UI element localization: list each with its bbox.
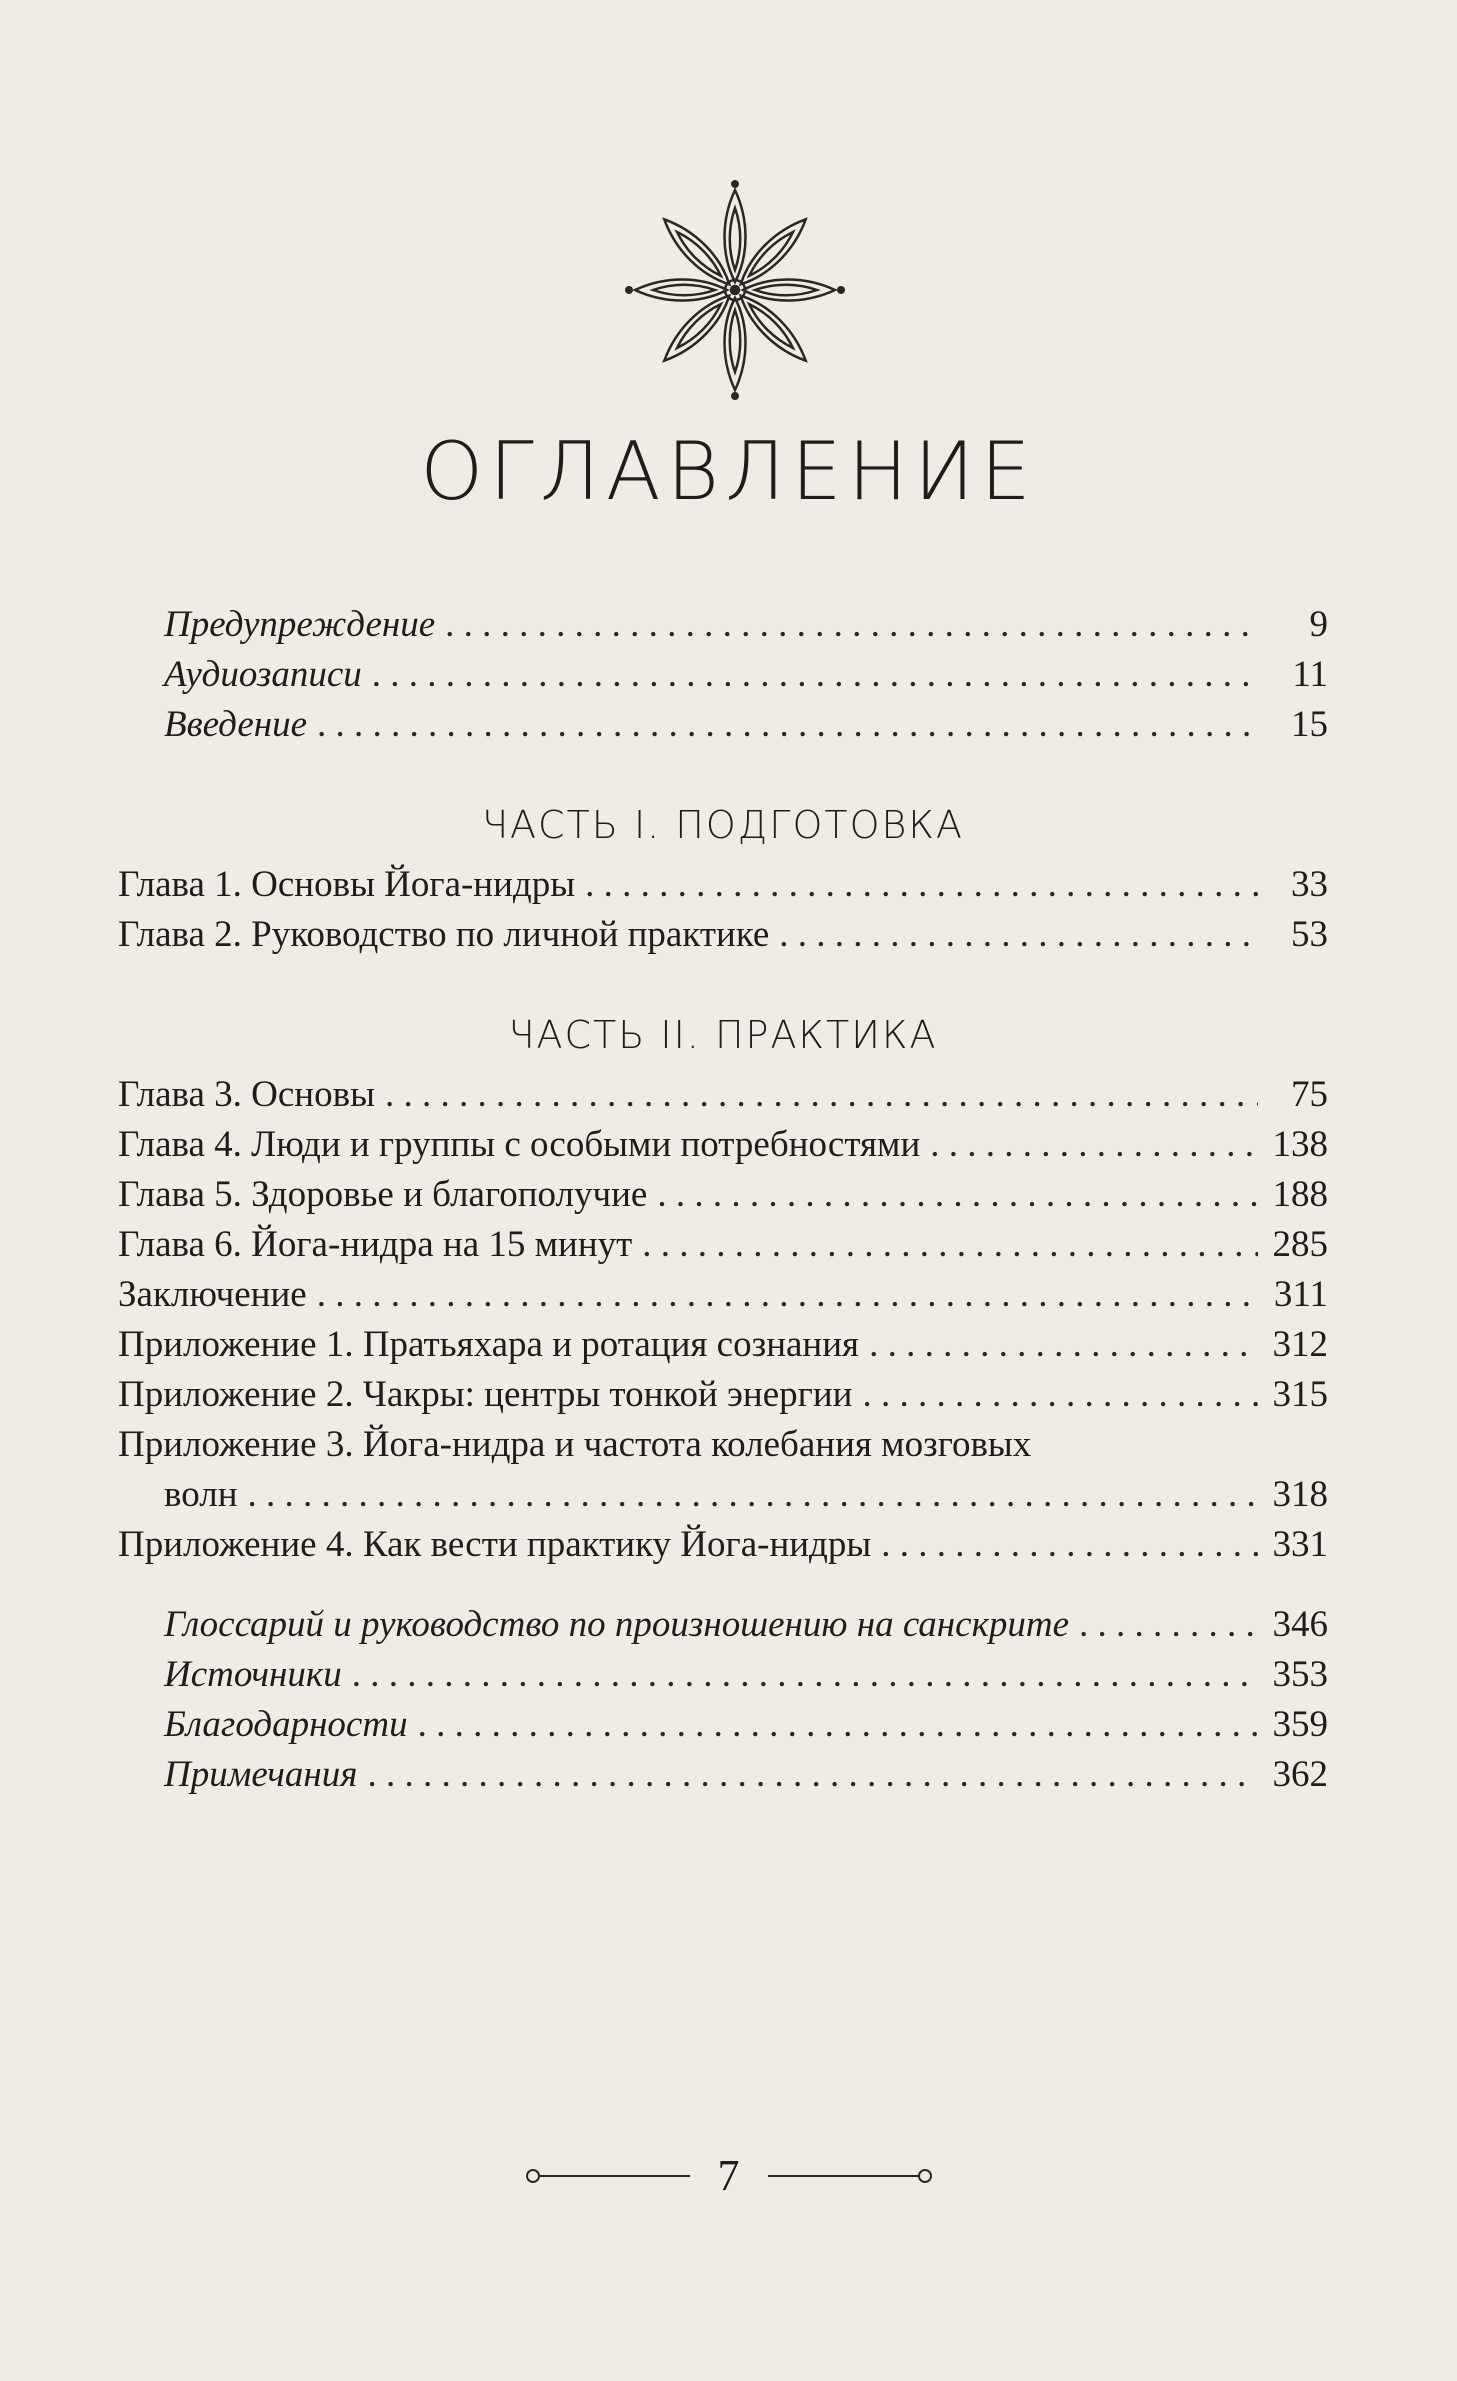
- toc-entry-page: 359: [1272, 1704, 1328, 1745]
- toc-entry-label: Источники: [164, 1654, 342, 1695]
- toc-entry-page: 312: [1272, 1324, 1328, 1365]
- toc-leader-dots: [779, 910, 1258, 960]
- toc-entry[interactable]: [118, 1750, 1328, 1800]
- toc-entry-page: 138: [1272, 1124, 1328, 1165]
- toc-entry-page: 311: [1273, 1274, 1328, 1315]
- toc-leader-dots: [930, 1120, 1258, 1170]
- toc-entry-label: Аудиозаписи: [164, 654, 362, 695]
- page-footer: [0, 2150, 1457, 2201]
- toc-entry-label: Глава 5. Здоровье и благополучие: [118, 1174, 648, 1215]
- toc-entry[interactable]: [118, 1520, 1328, 1570]
- toc-entry[interactable]: [118, 1220, 1328, 1270]
- toc-leader-dots: [1079, 1600, 1258, 1650]
- toc-entry-label: Глоссарий и руководство по произношению на санскрите: [164, 1604, 1070, 1645]
- toc-entry-page: 11: [1292, 654, 1328, 695]
- toc-entry-page: 188: [1272, 1174, 1328, 1215]
- toc-leader-dots: [352, 1650, 1258, 1700]
- toc-entry[interactable]: [118, 1270, 1328, 1320]
- toc-entry-page: 33: [1291, 864, 1328, 905]
- toc-entry[interactable]: [118, 910, 1328, 960]
- toc-entry-page: 346: [1272, 1604, 1328, 1645]
- toc-entry-label: Глава 3. Основы: [118, 1074, 375, 1115]
- part-heading: ЧАСТЬ I. ПОДГОТОВКА: [482, 803, 964, 847]
- page-title: ОГЛАВЛЕНИЕ: [420, 425, 1037, 518]
- toc-entry[interactable]: [118, 1070, 1328, 1120]
- toc-entry-page: 353: [1272, 1654, 1328, 1695]
- footer-ornament-circle-icon: [526, 2169, 540, 2183]
- toc-entry-label: Глава 2. Руководство по личной практике: [118, 914, 770, 955]
- toc-entry-label: Предупреждение: [164, 604, 436, 645]
- toc-entry-page: 53: [1291, 914, 1328, 955]
- toc-leader-dots: [317, 1270, 1258, 1320]
- toc-entry-label: Заключение: [118, 1274, 307, 1315]
- toc-leader-dots: [881, 1520, 1258, 1570]
- footer-ornament-line: [768, 2175, 918, 2177]
- toc-leader-dots: [248, 1470, 1259, 1520]
- toc-entry[interactable]: [118, 1650, 1328, 1700]
- toc-leader-dots: [385, 1070, 1258, 1120]
- toc-entry[interactable]: [118, 650, 1328, 700]
- toc-leader-dots: [585, 860, 1258, 910]
- toc-entry[interactable]: [118, 700, 1328, 750]
- toc-entry-page: 9: [1309, 604, 1328, 645]
- toc-entry-label: Глава 6. Йога-нидра на 15 минут: [118, 1224, 633, 1265]
- toc-entry-label: Введение: [164, 704, 308, 745]
- footer-ornament-line: [540, 2175, 690, 2177]
- toc-entry-label: Приложение 4. Как вести практику Йога-нидры: [118, 1524, 872, 1565]
- toc-entry-page: 362: [1272, 1754, 1328, 1795]
- toc-entry[interactable]: [118, 1700, 1328, 1750]
- toc-leader-dots: [367, 1750, 1258, 1800]
- toc-entry-label: Благодарности: [164, 1704, 408, 1745]
- toc-entry[interactable]: [118, 1600, 1328, 1650]
- toc-leader-dots: [642, 1220, 1258, 1270]
- toc-entry-label-line1[interactable]: Приложение 3. Йога-нидра и частота колебания мозговых: [118, 1424, 1032, 1465]
- toc-entry-page: 15: [1291, 704, 1328, 745]
- table-of-contents: [118, 600, 1328, 1800]
- toc-entry-page: 315: [1272, 1374, 1328, 1415]
- toc-entry[interactable]: [118, 1370, 1328, 1420]
- footer-ornament-circle-icon: [918, 2169, 932, 2183]
- toc-entry-page: 331: [1272, 1524, 1328, 1565]
- toc-leader-dots: [445, 600, 1258, 650]
- toc-entry[interactable]: [118, 1320, 1328, 1370]
- toc-entry-page: 75: [1291, 1074, 1328, 1115]
- toc-leader-dots: [869, 1320, 1258, 1370]
- toc-entry-label: Примечания: [164, 1754, 358, 1795]
- lotus-mandala-icon: [610, 175, 860, 405]
- toc-entry[interactable]: [118, 1120, 1328, 1170]
- toc-entry[interactable]: [118, 860, 1328, 910]
- toc-entry-label: Приложение 2. Чакры: центры тонкой энергии: [118, 1374, 853, 1415]
- part-heading: ЧАСТЬ II. ПРАКТИКА: [508, 1013, 938, 1057]
- toc-entry-label: Глава 4. Люди и группы с особыми потребностями: [118, 1124, 921, 1165]
- toc-entry-label: Приложение 1. Пратьяхара и ротация сознания: [118, 1324, 860, 1365]
- toc-leader-dots: [372, 650, 1258, 700]
- toc-entry-page: 285: [1272, 1224, 1328, 1265]
- toc-leader-dots: [418, 1700, 1258, 1750]
- toc-entry[interactable]: [118, 1470, 1328, 1520]
- toc-entry-label-line2: волн: [164, 1474, 238, 1515]
- toc-leader-dots: [862, 1370, 1258, 1420]
- toc-entry[interactable]: [118, 600, 1328, 650]
- page-number: 7: [717, 2151, 740, 2200]
- toc-leader-dots: [657, 1170, 1258, 1220]
- toc-leader-dots: [317, 700, 1258, 750]
- toc-entry[interactable]: [118, 1170, 1328, 1220]
- toc-entry-page: 318: [1272, 1474, 1328, 1515]
- toc-entry-label: Глава 1. Основы Йога-нидры: [118, 864, 576, 905]
